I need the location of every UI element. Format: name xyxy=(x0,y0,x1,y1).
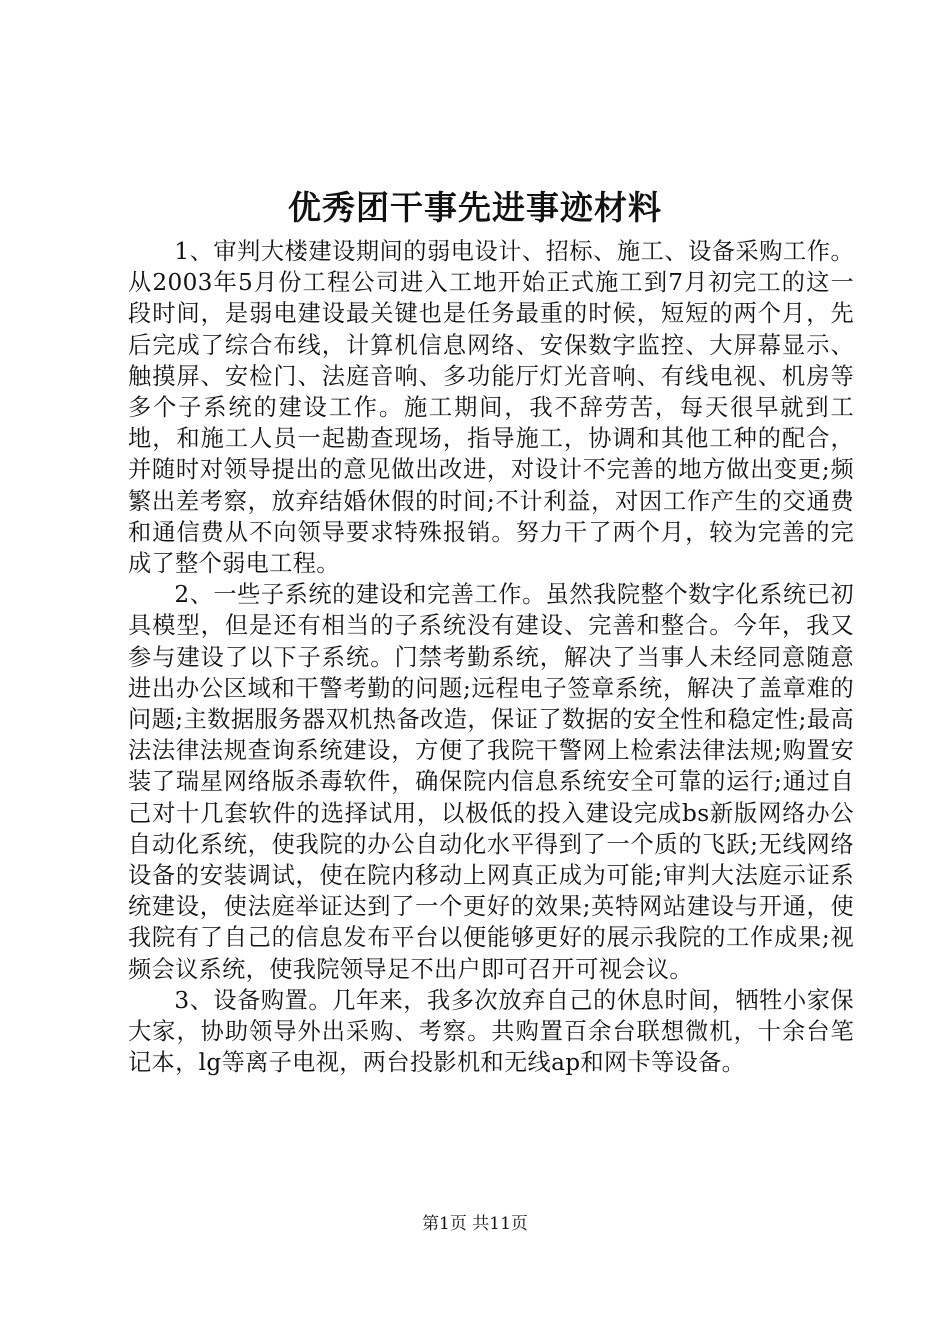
paragraph-1: 1、审判大楼建设期间的弱电设计、招标、施工、设备采购工作。从2003年5月份工程公司进入工地开始正式施工到7月初完工的这一段时间，是弱电建设最关键也是任务最重的时候，短短的两个月，先后完成了综合布线，计算机信息网络、安保数字监控、大屏幕显示、触摸屏、安检门、法庭音响、多功能厅灯光音响、有线电视、机房等多个子系统的建设工作。施工期间，我不辞劳苦，每天很早就到工地，和施工人员一起勘查现场，指导施工，协调和其他工种的配合，并随时对领导提出的意见做出改进，对设计不完善的地方做出变更;频繁出差考察，放弃结婚休假的时间;不计利益，对因工作产生的交通费和通信费从不向领导要求特殊报销。努力干了两个月，较为完善的完成了整个弱电工程。 xyxy=(128,238,854,578)
document-body xyxy=(128,236,854,1078)
paragraph-3: 3、设备购置。几年来，我多次放弃自己的休息时间，牺牲小家保大家，协助领导外出采购、考察。共购置百余台联想微机，十余台笔记本，lg等离子电视，两台投影机和无线ap和网卡等设备。 xyxy=(128,986,854,1077)
paragraph-2: 2、一些子系统的建设和完善工作。虽然我院整个数字化系统已初具模型，但是还有相当的子系统没有建设、完善和整合。今年，我又参与建设了以下子系统。门禁考勤系统，解决了当事人未经同意随意进出办公区域和干警考勤的问题;远程电子签章系统，解决了盖章难的问题;主数据服务器双机热备改造，保证了数据的安全性和稳定性;最高法法律法规查询系统建设，方便了我院干警网上检索法律法规;购置安装了瑞星网络版杀毒软件，确保院内信息系统安全可靠的运行;通过自己对十几套软件的选择试用，以极低的投入建设完成bs新版网络办公自动化系统，使我院的办公自动化水平得到了一个质的飞跃;无线网络设备的安装调试，使在院内移动上网真正成为可能;审判大法庭示证系统建设，使法庭举证达到了一个更好的效果;英特网站建设与开通，使我院有了自己的信息发布平台以便能够更好的展示我院的工作成果;视频会议系统，使我院领导足不出户即可召开可视会议。 xyxy=(128,581,854,983)
page-number-footer: 第1页 共11页 xyxy=(422,1214,528,1234)
document-title: 优秀团干事先进事迹材料 xyxy=(288,188,662,227)
